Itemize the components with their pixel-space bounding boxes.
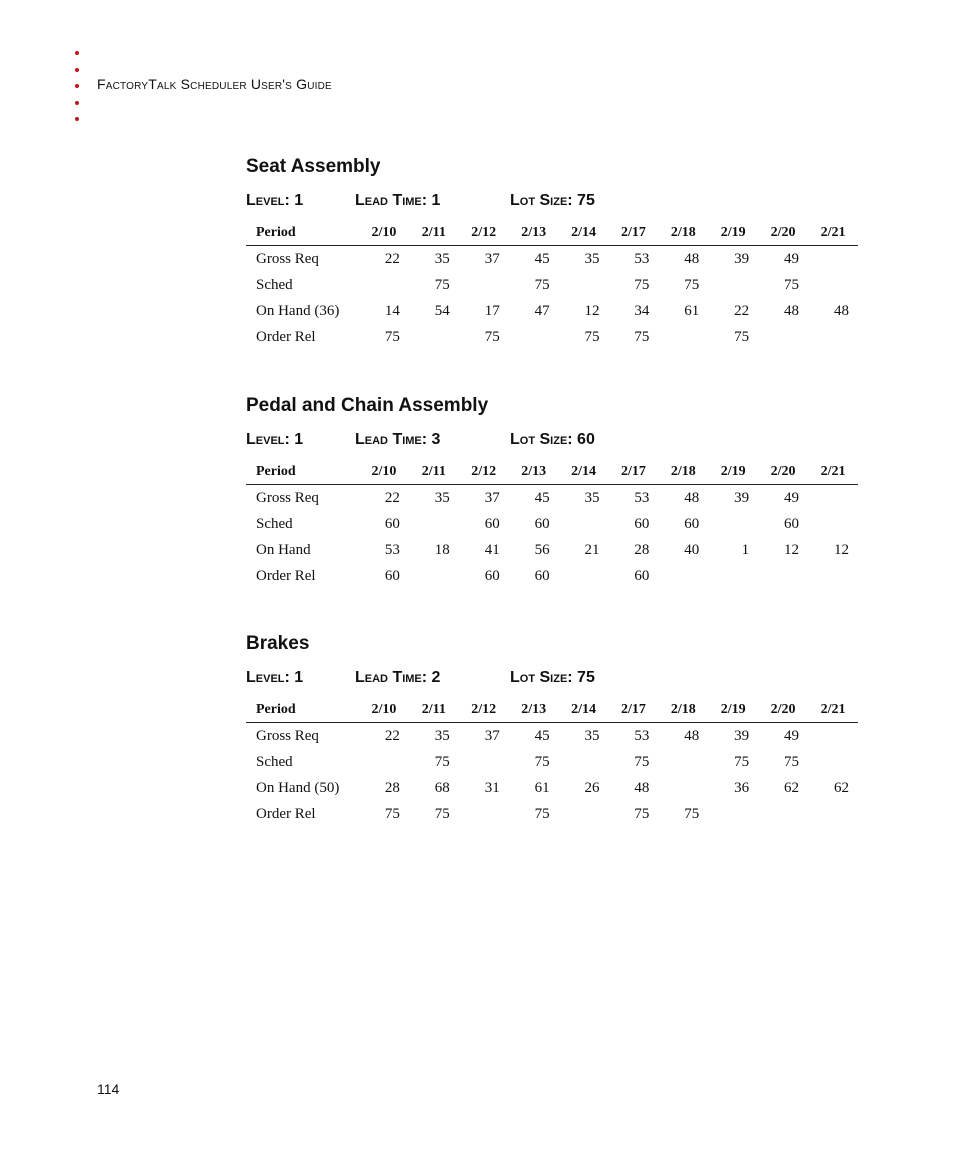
table-cell [658, 775, 708, 801]
margin-bullet [75, 68, 79, 72]
table-cell: 21 [584, 541, 600, 558]
table-cell [708, 511, 758, 537]
table-cell: 75 [634, 805, 650, 822]
margin-bullet [75, 117, 79, 121]
table-row [246, 723, 858, 750]
row-label: Sched [256, 753, 293, 770]
column-header: 2/19 [708, 220, 758, 246]
table-row [246, 563, 858, 589]
lead-time-label: Lead Time: 1 [355, 192, 441, 209]
column-header: 2/19 [708, 697, 758, 723]
lot-size-label: Lot Size: 60 [510, 431, 595, 448]
table-cell [808, 749, 858, 775]
table-cell: 18 [434, 541, 450, 558]
section-title: Seat Assembly [246, 156, 381, 177]
column-header: 2/20 [758, 697, 808, 723]
column-header: 2/14 [559, 459, 609, 485]
table-cell: 62 [784, 779, 800, 796]
column-header: 2/10 [359, 220, 409, 246]
table-cell: 17 [484, 302, 500, 319]
table-cell: 22 [384, 489, 400, 506]
table-cell: 53 [634, 727, 650, 744]
table-cell: 35 [584, 489, 600, 506]
table-cell: 49 [784, 489, 800, 506]
column-header: 2/13 [509, 220, 559, 246]
row-label: Gross Req [256, 250, 319, 267]
table-cell: 45 [534, 727, 550, 744]
table-cell: 48 [684, 489, 700, 506]
table-cell: 36 [734, 779, 750, 796]
table-cell: 75 [434, 276, 450, 293]
column-header: Period [246, 459, 359, 485]
table-cell: 60 [534, 515, 550, 532]
table-cell: 75 [534, 805, 550, 822]
table-cell [708, 801, 758, 827]
row-label: Sched [256, 515, 293, 532]
table-cell: 48 [634, 779, 650, 796]
section-title: Brakes [246, 633, 310, 654]
table-cell: 35 [434, 489, 450, 506]
table-cell: 60 [384, 567, 400, 584]
column-header: 2/20 [758, 459, 808, 485]
column-header: 2/17 [608, 459, 658, 485]
table-cell [808, 511, 858, 537]
table-header-row [246, 697, 858, 723]
table-cell: 60 [634, 567, 650, 584]
lot-size-label: Lot Size: 75 [510, 192, 595, 209]
table-cell: 37 [484, 727, 500, 744]
margin-bullet [75, 101, 79, 105]
table-cell [708, 563, 758, 589]
row-label: On Hand [256, 541, 311, 558]
table-cell: 53 [634, 250, 650, 267]
table-cell: 40 [684, 541, 700, 558]
table-cell [658, 749, 708, 775]
table-cell: 28 [634, 541, 650, 558]
table-cell: 14 [384, 302, 400, 319]
margin-bullet [75, 84, 79, 88]
table-cell: 45 [534, 489, 550, 506]
column-header: 2/18 [658, 459, 708, 485]
table-cell [409, 511, 459, 537]
table-row [246, 749, 858, 775]
table-cell [559, 749, 609, 775]
table-cell: 45 [534, 250, 550, 267]
table-cell: 75 [784, 753, 800, 770]
table-cell [459, 749, 509, 775]
table-cell: 60 [784, 515, 800, 532]
table-row [246, 324, 858, 350]
table-cell [808, 272, 858, 298]
column-header: 2/21 [808, 697, 858, 723]
table-cell: 39 [734, 727, 750, 744]
page-number: 114 [97, 1081, 120, 1097]
table-cell: 75 [434, 753, 450, 770]
table-cell [559, 563, 609, 589]
table-cell: 47 [534, 302, 550, 319]
table-cell: 62 [834, 779, 849, 796]
mrp-table [246, 459, 858, 589]
column-header: 2/11 [409, 220, 459, 246]
table-cell: 41 [484, 541, 500, 558]
table-cell: 75 [734, 328, 750, 345]
table-cell: 12 [834, 541, 849, 558]
table-cell: 39 [734, 489, 750, 506]
column-header: 2/18 [658, 220, 708, 246]
column-header: 2/10 [359, 697, 409, 723]
row-label: Order Rel [256, 805, 316, 822]
level-label: Level: 1 [246, 669, 304, 686]
section-parameters [246, 431, 858, 453]
table-cell [658, 563, 708, 589]
table-row [246, 537, 858, 563]
table-cell [808, 563, 858, 589]
column-header: Period [246, 697, 359, 723]
table-cell: 75 [584, 328, 600, 345]
table-cell: 37 [484, 250, 500, 267]
column-header: 2/17 [608, 697, 658, 723]
table-row [246, 485, 858, 512]
table-cell: 22 [384, 727, 400, 744]
table-cell: 53 [384, 541, 400, 558]
table-cell: 75 [634, 753, 650, 770]
table-row [246, 511, 858, 537]
table-cell [808, 485, 858, 512]
mrp-table [246, 697, 858, 827]
table-cell: 68 [434, 779, 450, 796]
column-header: 2/11 [409, 459, 459, 485]
table-cell: 22 [384, 250, 400, 267]
table-cell: 61 [534, 779, 550, 796]
row-label: Sched [256, 276, 293, 293]
column-header: 2/14 [559, 697, 609, 723]
table-cell: 28 [384, 779, 400, 796]
table-cell: 48 [684, 250, 700, 267]
row-label: Order Rel [256, 567, 316, 584]
table-cell [658, 324, 708, 350]
table-cell: 75 [634, 328, 650, 345]
row-label: Gross Req [256, 489, 319, 506]
row-label: Gross Req [256, 727, 319, 744]
table-cell: 34 [634, 302, 650, 319]
margin-bullet [75, 51, 79, 55]
table-header-row [246, 220, 858, 246]
column-header: 2/21 [808, 459, 858, 485]
row-label: Order Rel [256, 328, 316, 345]
column-header: 2/14 [559, 220, 609, 246]
table-cell: 75 [684, 276, 700, 293]
table-cell: 60 [484, 567, 500, 584]
column-header: 2/17 [608, 220, 658, 246]
table-cell: 35 [434, 727, 450, 744]
table-cell: 75 [784, 276, 800, 293]
table-cell: 35 [584, 727, 600, 744]
table-cell: 75 [734, 753, 750, 770]
column-header: 2/20 [758, 220, 808, 246]
column-header: 2/19 [708, 459, 758, 485]
row-label: On Hand (50) [256, 779, 340, 796]
table-cell: 75 [434, 805, 450, 822]
table-cell [808, 246, 858, 273]
column-header: 2/13 [509, 459, 559, 485]
table-cell: 1 [741, 541, 750, 558]
table-cell [559, 511, 609, 537]
table-cell: 75 [384, 328, 400, 345]
table-cell [509, 324, 559, 350]
table-cell: 75 [684, 805, 700, 822]
table-cell: 60 [384, 515, 400, 532]
column-header: 2/10 [359, 459, 409, 485]
table-cell [559, 272, 609, 298]
table-cell: 56 [534, 541, 550, 558]
table-cell: 48 [834, 302, 849, 319]
table-cell [708, 272, 758, 298]
column-header: 2/18 [658, 697, 708, 723]
lot-size-label: Lot Size: 75 [510, 669, 595, 686]
table-cell: 61 [684, 302, 700, 319]
section-parameters [246, 669, 858, 691]
table-cell: 75 [384, 805, 400, 822]
table-cell [559, 801, 609, 827]
table-cell: 54 [434, 302, 450, 319]
table-cell [459, 272, 509, 298]
table-row [246, 298, 858, 324]
table-cell: 12 [784, 541, 800, 558]
level-label: Level: 1 [246, 431, 304, 448]
column-header: 2/12 [459, 220, 509, 246]
column-header: 2/12 [459, 459, 509, 485]
table-cell [359, 749, 409, 775]
table-header-row [246, 459, 858, 485]
lead-time-label: Lead Time: 2 [355, 669, 441, 686]
table-cell: 12 [584, 302, 600, 319]
table-cell: 75 [534, 276, 550, 293]
table-cell [808, 723, 858, 750]
table-cell: 53 [634, 489, 650, 506]
table-cell: 39 [734, 250, 750, 267]
table-cell [409, 324, 459, 350]
table-cell [808, 324, 858, 350]
table-cell [758, 563, 808, 589]
table-cell: 22 [734, 302, 750, 319]
table-cell [409, 563, 459, 589]
table-row [246, 775, 858, 801]
table-cell: 60 [634, 515, 650, 532]
table-row [246, 801, 858, 827]
table-cell: 37 [484, 489, 500, 506]
table-cell: 75 [534, 753, 550, 770]
table-cell [758, 324, 808, 350]
table-row [246, 272, 858, 298]
table-cell: 35 [434, 250, 450, 267]
table-cell: 60 [534, 567, 550, 584]
table-cell: 48 [784, 302, 800, 319]
running-head: FactoryTalk Scheduler User's Guide [97, 76, 332, 92]
table-cell: 75 [634, 276, 650, 293]
column-header: 2/11 [409, 697, 459, 723]
table-cell: 60 [684, 515, 700, 532]
column-header: 2/13 [509, 697, 559, 723]
table-cell [359, 272, 409, 298]
table-cell [459, 801, 509, 827]
table-cell: 49 [784, 250, 800, 267]
table-cell: 48 [684, 727, 700, 744]
table-cell: 26 [584, 779, 600, 796]
column-header: Period [246, 220, 359, 246]
section-parameters [246, 192, 858, 214]
column-header: 2/12 [459, 697, 509, 723]
lead-time-label: Lead Time: 3 [355, 431, 441, 448]
table-cell: 35 [584, 250, 600, 267]
table-cell: 49 [784, 727, 800, 744]
table-row [246, 246, 858, 273]
mrp-table [246, 220, 858, 350]
table-cell [808, 801, 858, 827]
table-cell: 60 [484, 515, 500, 532]
table-cell [758, 801, 808, 827]
level-label: Level: 1 [246, 192, 304, 209]
section-title: Pedal and Chain Assembly [246, 395, 489, 416]
table-cell: 75 [484, 328, 500, 345]
column-header: 2/21 [808, 220, 858, 246]
row-label: On Hand (36) [256, 302, 340, 319]
table-cell: 31 [484, 779, 500, 796]
